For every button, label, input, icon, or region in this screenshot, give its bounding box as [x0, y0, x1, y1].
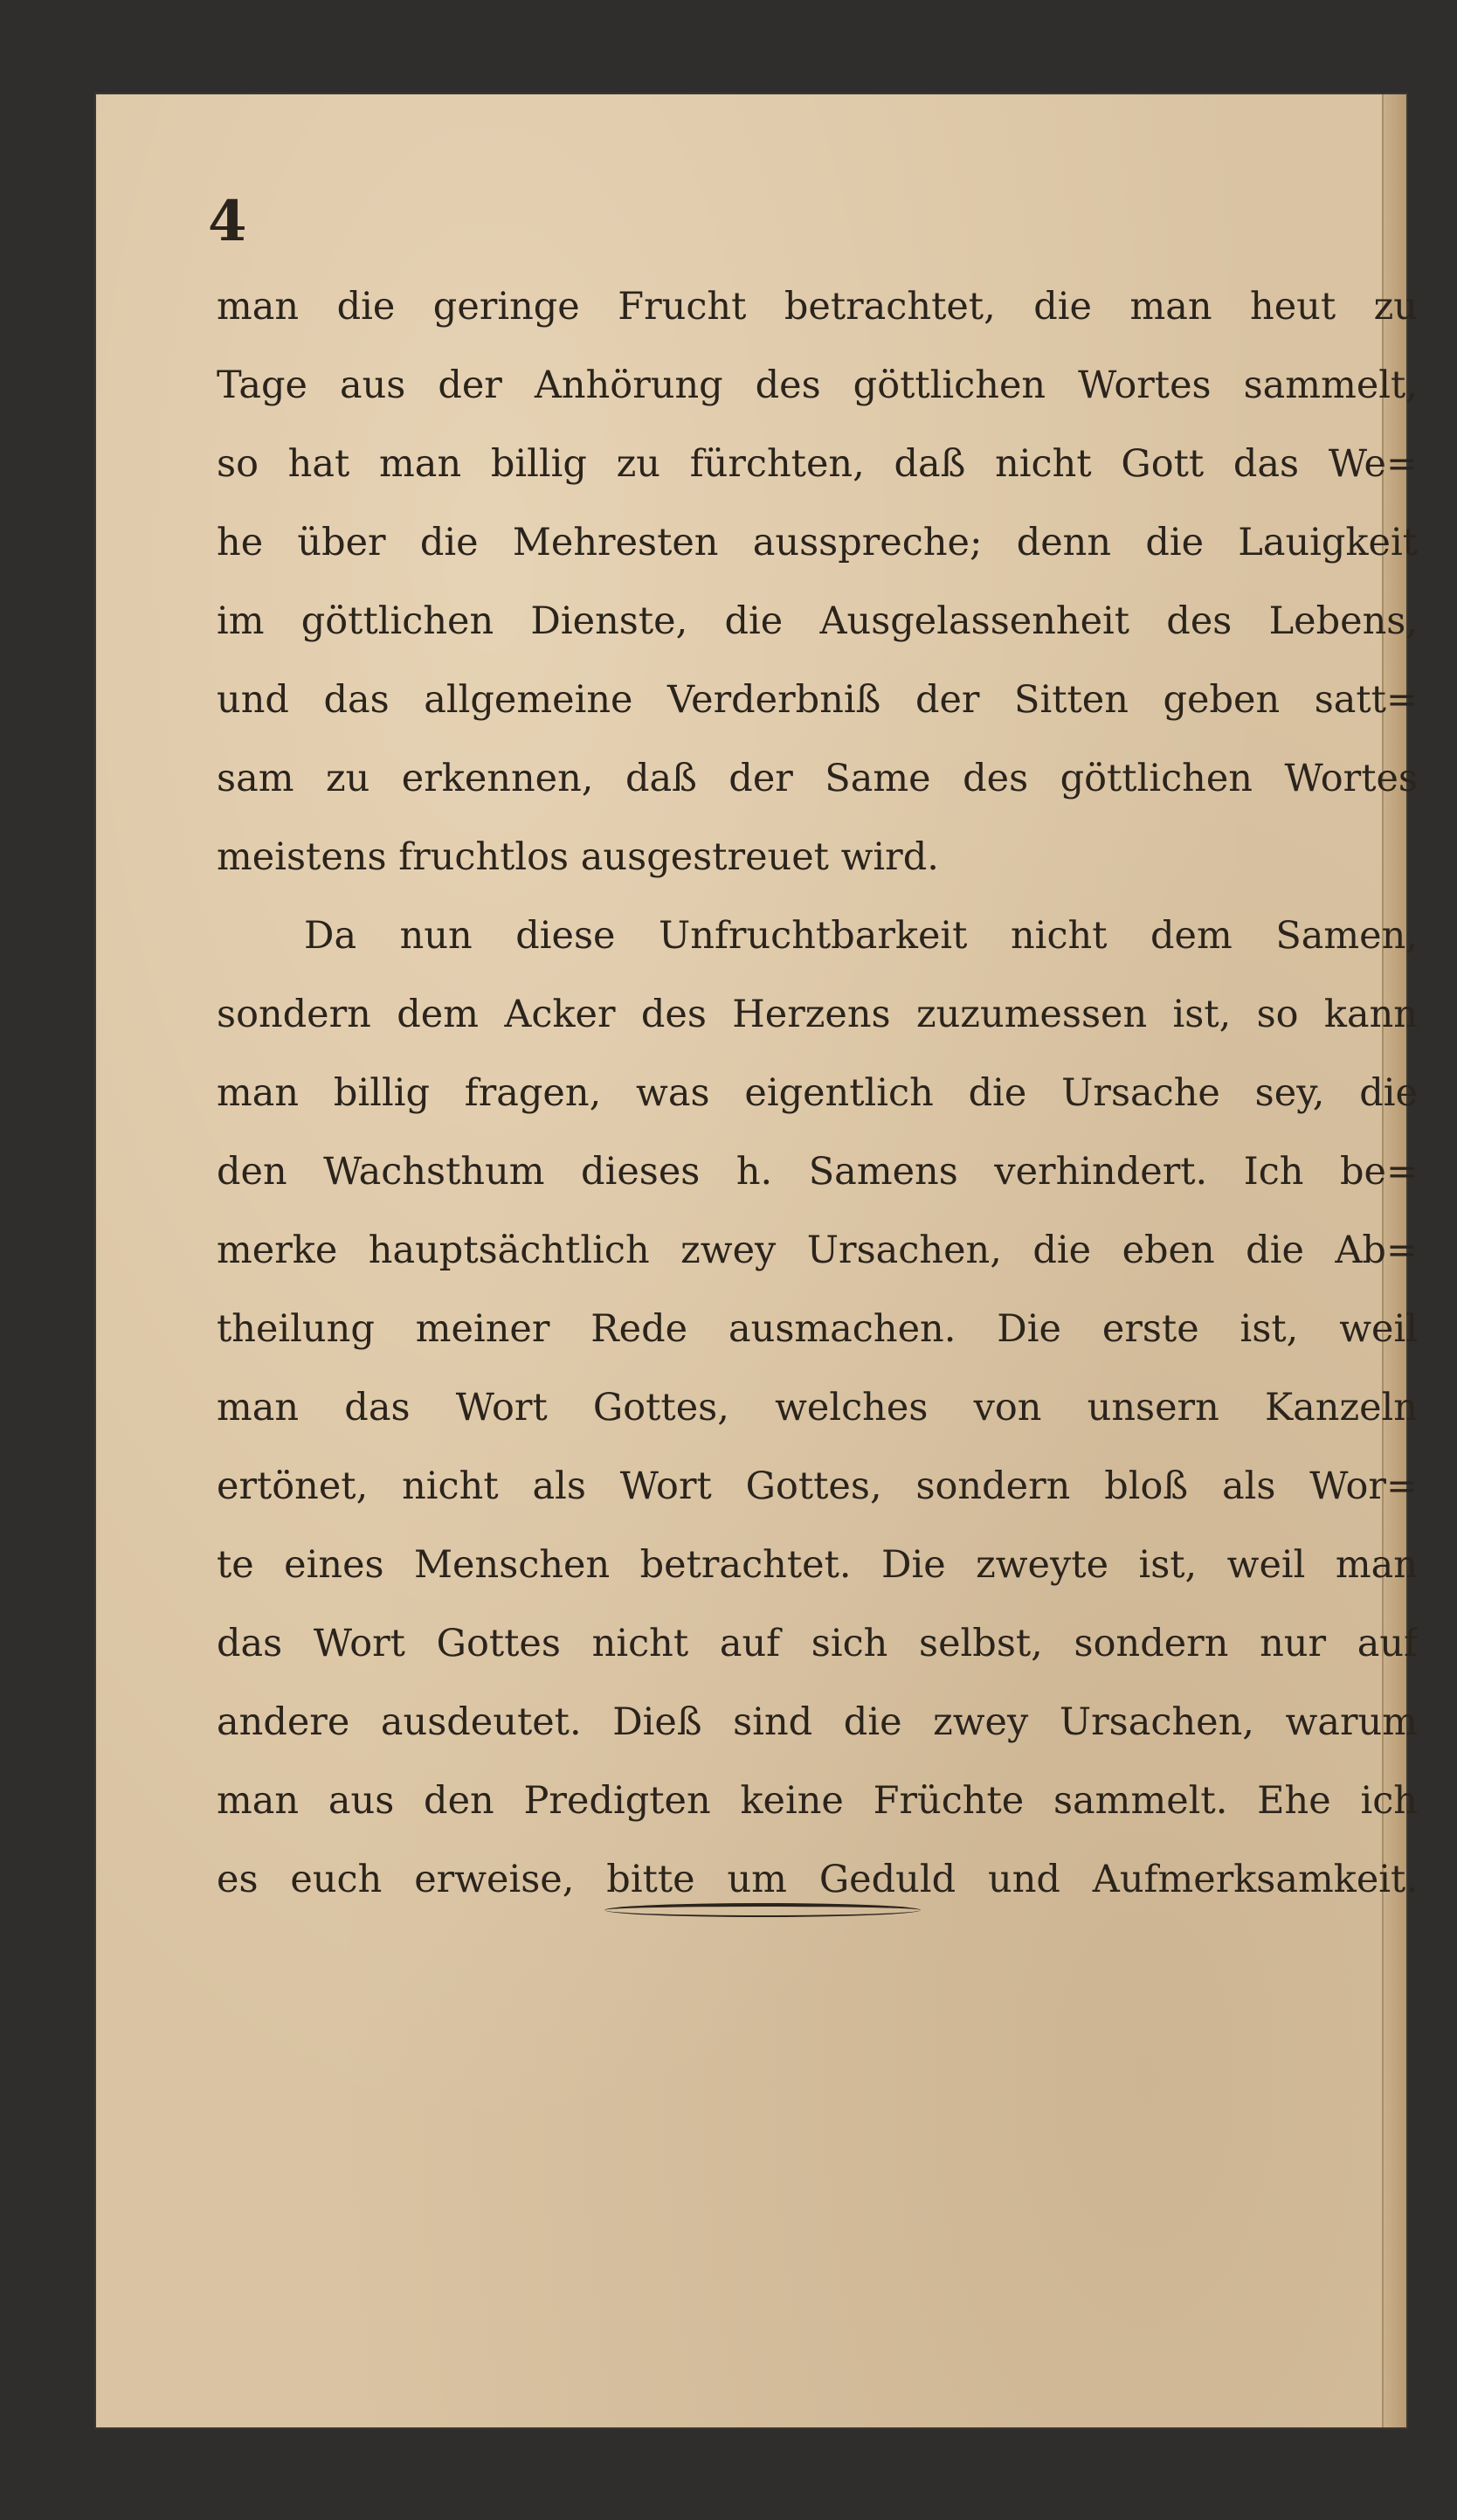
text-line: im göttlichen Dienste, die Ausgelassenheit des Lebens,: [217, 599, 1418, 643]
text-line: Da nun diese Unfruchtbarkeit nicht dem Samen,: [304, 914, 1418, 958]
text-line: man aus den Predigten keine Früchte sammelt. Ehe ich: [217, 1779, 1418, 1823]
section-end-rule: [604, 1903, 921, 1917]
text-line: es euch erweise, bitte um Geduld und Aufmerksamkeit.: [217, 1858, 1418, 1901]
body-text: [217, 267, 1418, 1919]
text-line: merke hauptsächtlich zwey Ursachen, die eben die Ab=: [217, 1229, 1418, 1272]
text-line: meistens fruchtlos ausgestreuet wird.: [217, 835, 939, 879]
text-line: te eines Menschen betrachtet. Die zweyte ist, weil man: [217, 1543, 1418, 1587]
text-line: so hat man billig zu fürchten, daß nicht Gott das We=: [217, 442, 1418, 486]
text-line: theilung meiner Rede ausmachen. Die erste ist, weil: [217, 1307, 1418, 1351]
text-line: man die geringe Frucht betrachtet, die man heut zu: [217, 285, 1418, 329]
text-line: und das allgemeine Verderbniß der Sitten geben satt=: [217, 678, 1418, 722]
paragraph-2: [217, 897, 1418, 1919]
text-line: den Wachsthum dieses h. Samens verhindert. Ich be=: [217, 1150, 1418, 1194]
text-line: Tage aus der Anhörung des göttlichen Wortes sammelt,: [217, 363, 1418, 407]
text-line: andere ausdeutet. Dieß sind die zwey Ursachen, warum: [217, 1700, 1418, 1744]
text-line: man das Wort Gottes, welches von unsern Kanzeln: [217, 1386, 1418, 1430]
paragraph-1: [217, 267, 1418, 897]
book-page: [96, 94, 1418, 2427]
text-line: das Wort Gottes nicht auf sich selbst, sondern nur auf: [217, 1622, 1418, 1665]
text-line: man billig fragen, was eigentlich die Ursache sey, die: [217, 1071, 1418, 1115]
text-line: he über die Mehresten ausspreche; denn die Lauigkeit: [217, 521, 1418, 564]
page-number: 4: [208, 189, 247, 254]
text-line: sam zu erkennen, daß der Same des göttlichen Wortes: [217, 757, 1418, 800]
text-line: sondern dem Acker des Herzens zuzumessen ist, so kann: [217, 993, 1418, 1036]
text-line: ertönet, nicht als Wort Gottes, sondern bloß als Wor=: [217, 1464, 1418, 1508]
